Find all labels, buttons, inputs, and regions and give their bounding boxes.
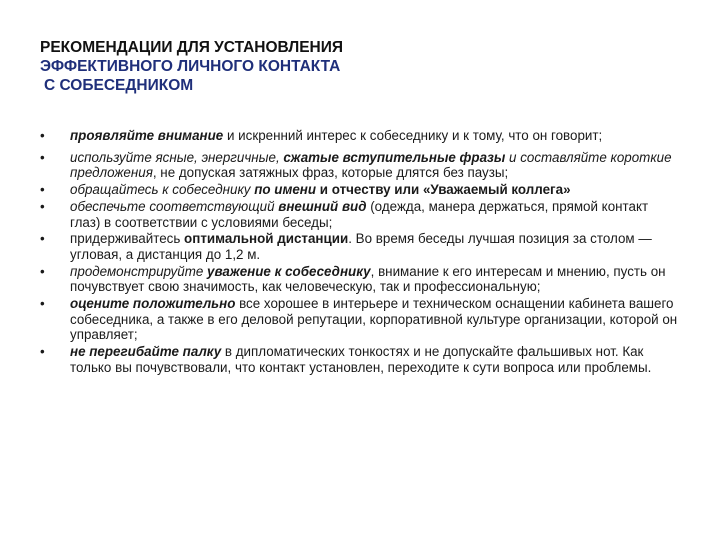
item-text-emphasis: не перегибайте палку: [70, 344, 222, 360]
title-line-1: РЕКОМЕНДАЦИИ ДЛЯ УСТАНОВЛЕНИЯ: [40, 39, 344, 56]
item-text-italic: и: [505, 149, 521, 165]
item-text-italic: используйте ясные, энергичные,: [70, 149, 284, 165]
list-item-name: [40, 182, 680, 198]
item-text-emphasis: внешний вид: [278, 198, 367, 214]
item-text-italic: обращайтесь к собеседнику: [70, 182, 255, 198]
item-text: в дипломатических тонкостях и не допускайте фальшивых нот. Как только вы почувствовали, что контакт установлен, переходите к сути вопроса или проблемы.: [70, 344, 652, 375]
item-text: . Во время беседы лучшая позиция за столом — угловая, а дистанция до 1,2 м.: [70, 231, 652, 262]
list-item-appearance: [40, 199, 680, 230]
item-text: , внимание к его интересам и мнению, пусть он почувствует свою значимость, как человеческую, так и профессиональную;: [70, 263, 666, 295]
bullet-icon: •: [40, 128, 45, 143]
item-text: , не допуская затяжных фраз, которые длятся без паузы;: [152, 165, 509, 181]
slide-title: [40, 38, 680, 95]
item-text: придерживайтесь: [70, 231, 185, 247]
item-text: (одежда, манера держаться, прямой контакт глаз) в соответствии с условиями беседы;: [70, 198, 649, 230]
bullet-icon: •: [40, 198, 45, 214]
bullet-icon: •: [40, 263, 45, 279]
item-text-bold: оптимальной дистанции: [184, 231, 349, 247]
item-text: все хорошее в интерьере и техническом оснащении кабинета вашего собеседника, а также в его деловой репутации, корпоративной культуре организации, которой он управляет;: [70, 296, 678, 343]
item-text: и искренний интерес к собеседнику и к тому, что он говорит;: [223, 128, 603, 143]
list-item-respect: [40, 264, 680, 295]
item-text-emphasis: оцените положительно: [70, 296, 236, 312]
item-text-italic: составляйте короткие предложения: [70, 149, 672, 181]
item-text-italic: обеспечьте соответствующий: [70, 198, 279, 214]
list-item-evaluate: [40, 296, 680, 343]
bullet-icon: •: [40, 149, 45, 165]
item-text-bold: и отчеству или «Уважаемый коллега»: [316, 182, 571, 198]
list-item-phrases: [40, 150, 680, 181]
item-text-emphasis: сжатые вступительные фразы: [283, 149, 506, 165]
item-text-italic: продемонстрируйте: [70, 263, 208, 279]
bullet-icon: •: [40, 344, 45, 360]
bullet-icon: •: [40, 231, 45, 247]
list-item-diplomacy: [40, 344, 680, 375]
item-text-emphasis: уважение к собеседнику: [207, 263, 371, 279]
bullet-icon: •: [40, 182, 45, 198]
item-text-emphasis: проявляйте внимание: [70, 128, 224, 143]
bullet-icon: •: [40, 296, 45, 312]
title-line-2: ЭФФЕКТИВНОГО ЛИЧНОГО КОНТАКТА: [40, 58, 341, 75]
title-line-3: С СОБЕСЕДНИКОМ: [44, 77, 194, 94]
item-text-emphasis: по имени: [254, 182, 317, 198]
list-item-distance: [40, 231, 680, 262]
recommendations-list: [40, 128, 680, 376]
list-item-attention: [40, 128, 680, 144]
